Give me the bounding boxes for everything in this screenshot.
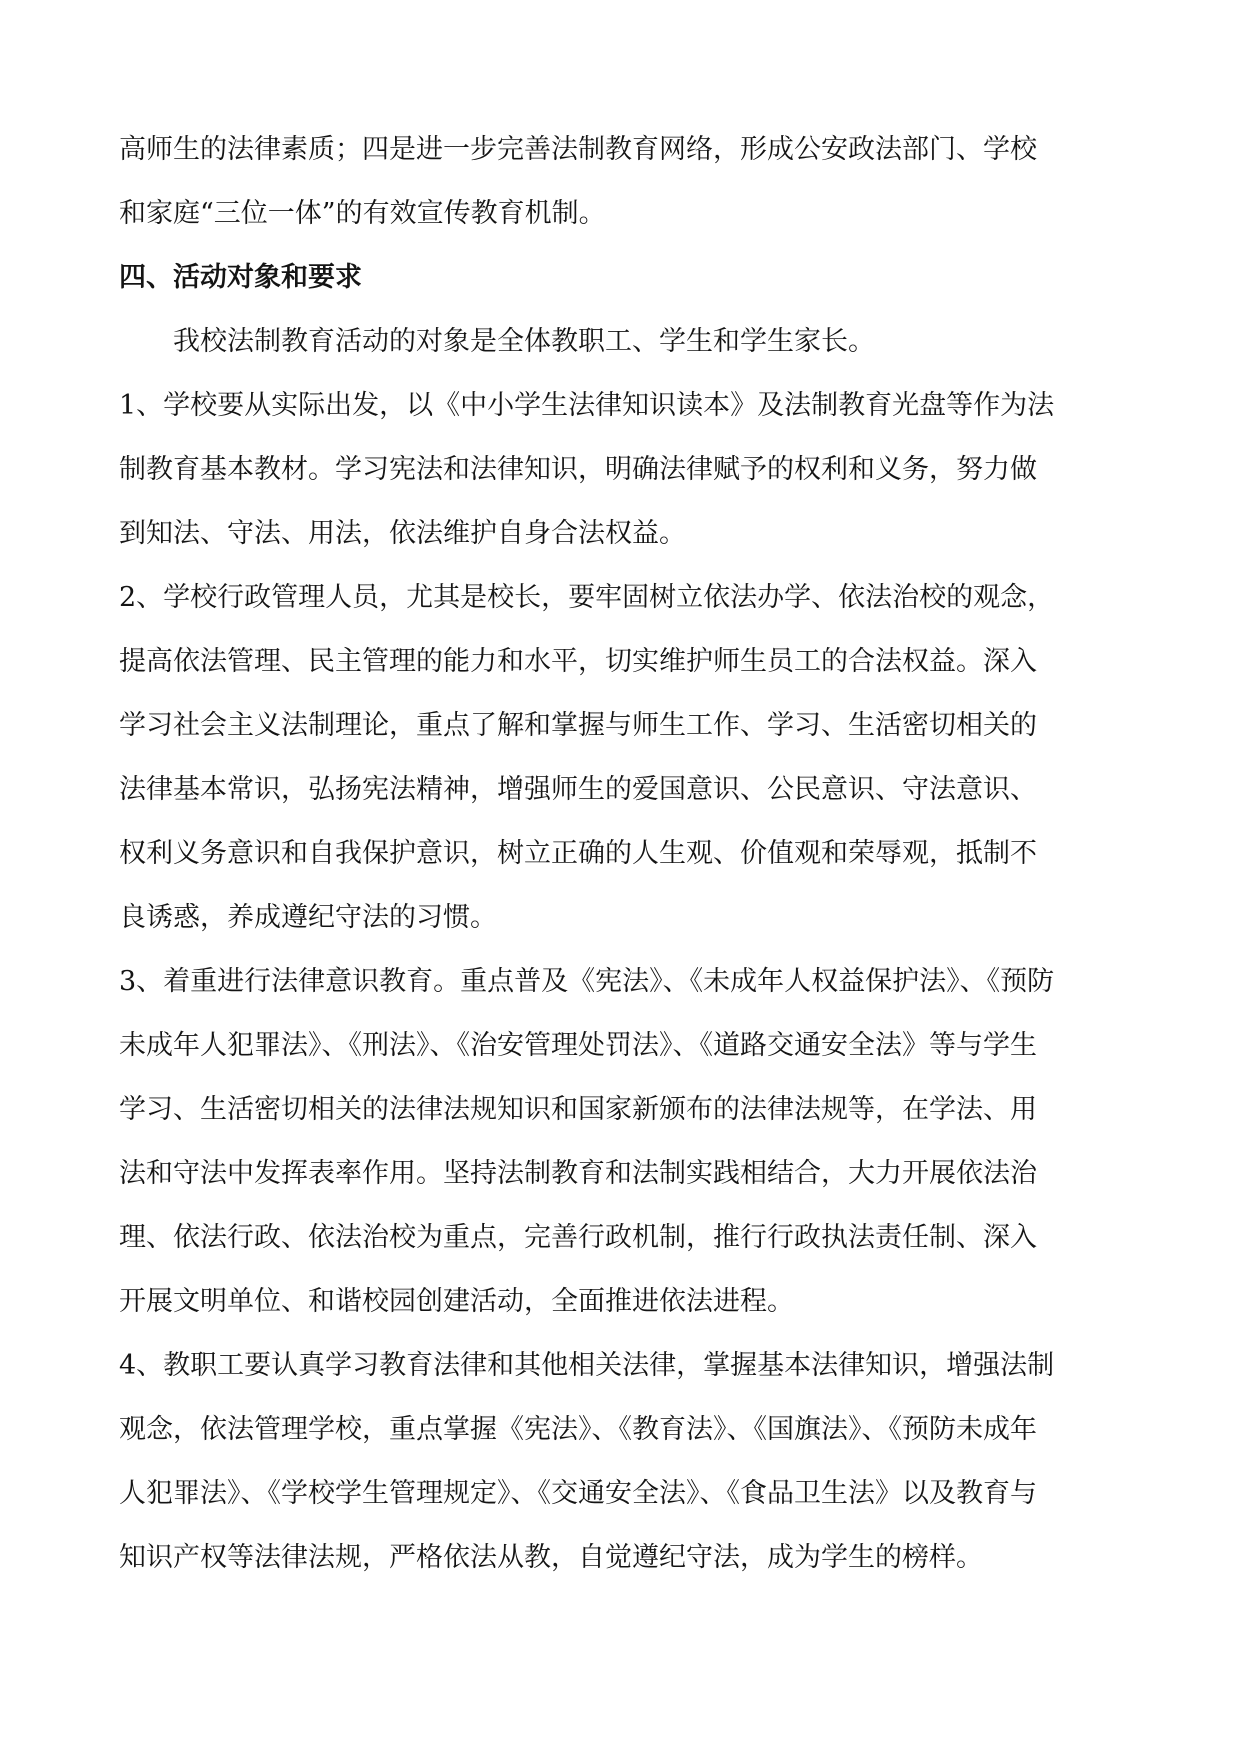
list-item xyxy=(119,566,1123,950)
text-line: 开展文明单位、和谐校园创建活动，全面推进依法进程。 xyxy=(119,1286,794,1317)
text-line: 学习、生活密切相关的法律法规知识和国家新颁布的法律法规等，在学法、用 xyxy=(119,1094,1037,1125)
text-line: 3、着重进行法律意识教育。重点普及《宪法》、《未成年人权益保护法》、《预防 xyxy=(119,966,1055,997)
intro-paragraph: 我校法制教育活动的对象是全体教职工、学生和学生家长。 xyxy=(173,326,875,357)
text-line: 学习社会主义法制理论，重点了解和掌握与师生工作、学习、生活密切相关的 xyxy=(119,710,1037,741)
text-line: 到知法、守法、用法，依法维护自身合法权益。 xyxy=(119,518,686,549)
document-page xyxy=(119,118,1123,1590)
continued-paragraph xyxy=(119,118,1123,246)
text-line: 法和守法中发挥表率作用。坚持法制教育和法制实践相结合，大力开展依法治 xyxy=(119,1158,1037,1189)
text-line: 人犯罪法》、《学校学生管理规定》、《交通安全法》、《食品卫生法》以及教育与 xyxy=(119,1478,1037,1509)
text-line: 4、教职工要认真学习教育法律和其他相关法律，掌握基本法律知识，增强法制 xyxy=(119,1350,1055,1381)
list-item xyxy=(119,374,1123,566)
list-item xyxy=(119,950,1123,1334)
text-line: 和家庭“三位一体”的有效宣传教育机制。 xyxy=(119,198,606,229)
text-line: 高师生的法律素质；四是进一步完善法制教育网络，形成公安政法部门、学校 xyxy=(119,134,1037,165)
text-line: 权利义务意识和自我保护意识，树立正确的人生观、价值观和荣辱观，抵制不 xyxy=(119,838,1037,869)
text-line: 2、学校行政管理人员，尤其是校长，要牢固树立依法办学、依法治校的观念， xyxy=(119,582,1055,613)
text-line: 制教育基本教材。学习宪法和法律知识，明确法律赋予的权利和义务，努力做 xyxy=(119,454,1037,485)
text-line: 知识产权等法律法规，严格依法从教，自觉遵纪守法，成为学生的榜样。 xyxy=(119,1542,983,1573)
text-line: 良诱惑，养成遵纪守法的习惯。 xyxy=(119,902,497,933)
text-line: 未成年人犯罪法》、《刑法》、《治安管理处罚法》、《道路交通安全法》等与学生 xyxy=(119,1030,1037,1061)
text-line: 理、依法行政、依法治校为重点，完善行政机制，推行行政执法责任制、深入 xyxy=(119,1222,1037,1253)
list-item xyxy=(119,1334,1123,1590)
text-line: 1、学校要从实际出发，以《中小学生法律知识读本》及法制教育光盘等作为法 xyxy=(119,390,1055,421)
text-line: 法律基本常识，弘扬宪法精神，增强师生的爱国意识、公民意识、守法意识、 xyxy=(119,774,1037,805)
text-line: 观念，依法管理学校，重点掌握《宪法》、《教育法》、《国旗法》、《预防未成年 xyxy=(119,1414,1037,1445)
text-line: 提高依法管理、民主管理的能力和水平，切实维护师生员工的合法权益。深入 xyxy=(119,646,1037,677)
section-heading: 四、活动对象和要求 xyxy=(119,262,362,293)
